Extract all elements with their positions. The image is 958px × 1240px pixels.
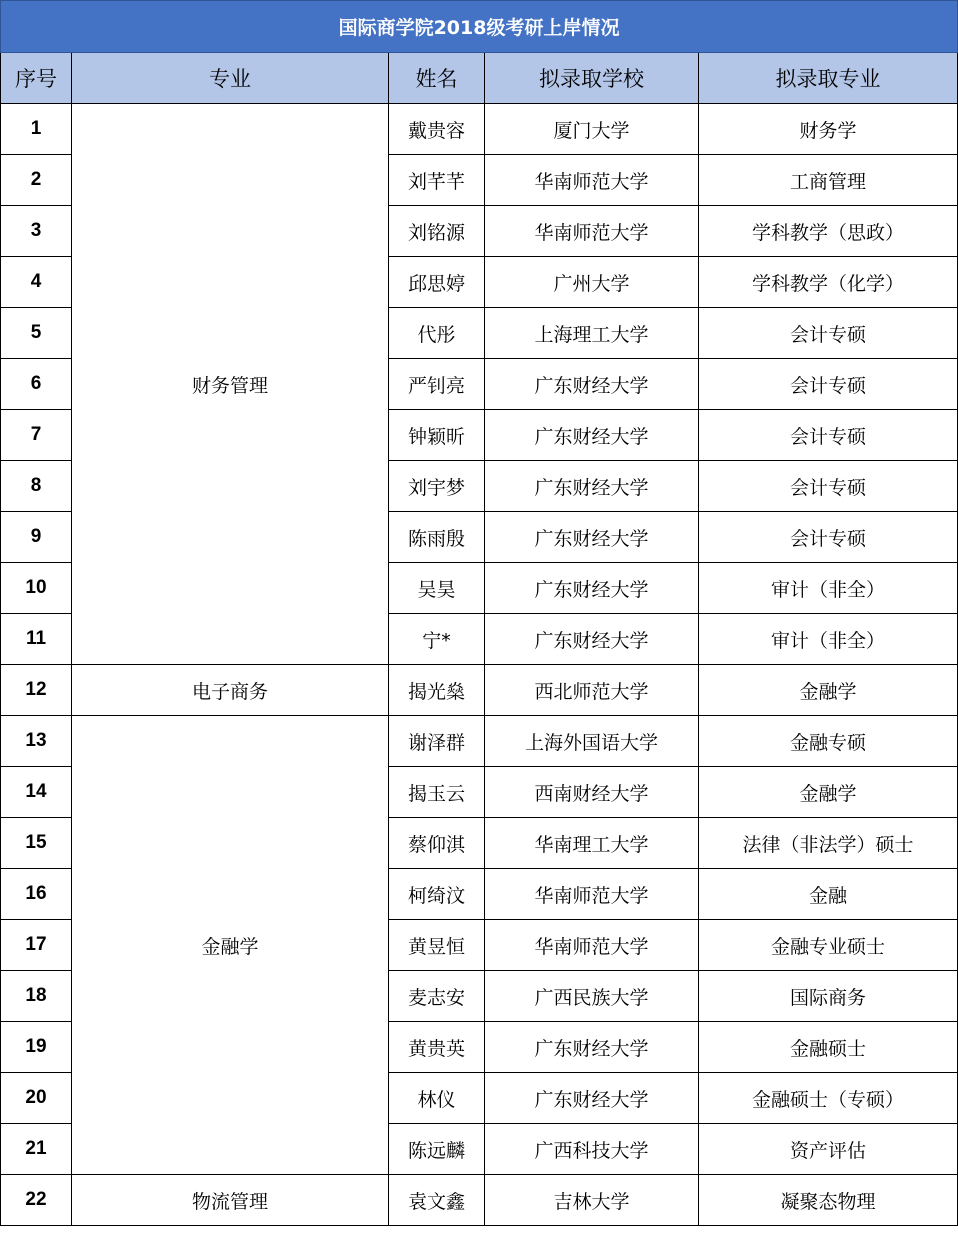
admitted-major: 会计专硕	[699, 359, 958, 410]
student-name: 揭玉云	[389, 767, 485, 818]
admitted-school: 广东财经大学	[485, 563, 699, 614]
row-index: 19	[1, 1022, 72, 1073]
student-name: 麦志安	[389, 971, 485, 1022]
admitted-major: 会计专硕	[699, 410, 958, 461]
row-index: 14	[1, 767, 72, 818]
student-name: 袁文鑫	[389, 1175, 485, 1226]
student-name: 刘宇梦	[389, 461, 485, 512]
student-name: 陈雨殷	[389, 512, 485, 563]
row-index: 3	[1, 206, 72, 257]
admitted-school: 广东财经大学	[485, 614, 699, 665]
admitted-school: 华南师范大学	[485, 920, 699, 971]
student-name: 宁*	[389, 614, 485, 665]
admitted-school: 厦门大学	[485, 104, 699, 155]
student-name: 刘芊芊	[389, 155, 485, 206]
admitted-school: 广东财经大学	[485, 359, 699, 410]
row-index: 11	[1, 614, 72, 665]
admitted-major: 会计专硕	[699, 461, 958, 512]
major-cell: 电子商务	[72, 665, 389, 716]
header-row	[1, 53, 958, 104]
admitted-school: 广东财经大学	[485, 1073, 699, 1124]
row-index: 18	[1, 971, 72, 1022]
admitted-school: 上海理工大学	[485, 308, 699, 359]
admitted-major: 金融硕士	[699, 1022, 958, 1073]
admitted-major: 金融学	[699, 665, 958, 716]
student-name: 蔡仰淇	[389, 818, 485, 869]
table-row	[1, 1175, 958, 1226]
admitted-school: 华南师范大学	[485, 155, 699, 206]
student-name: 邱思婷	[389, 257, 485, 308]
header-name: 姓名	[389, 53, 485, 104]
row-index: 7	[1, 410, 72, 461]
student-name: 钟颖昕	[389, 410, 485, 461]
row-index: 5	[1, 308, 72, 359]
row-index: 17	[1, 920, 72, 971]
row-index: 6	[1, 359, 72, 410]
header-school: 拟录取学校	[485, 53, 699, 104]
admitted-school: 西北师范大学	[485, 665, 699, 716]
row-index: 12	[1, 665, 72, 716]
row-index: 16	[1, 869, 72, 920]
student-name: 黄昱恒	[389, 920, 485, 971]
admitted-major: 审计（非全）	[699, 563, 958, 614]
admitted-major: 金融专业硕士	[699, 920, 958, 971]
table-body	[1, 104, 958, 1226]
table-row	[1, 104, 958, 155]
admitted-major: 金融	[699, 869, 958, 920]
row-index: 4	[1, 257, 72, 308]
admitted-major: 金融硕士（专硕）	[699, 1073, 958, 1124]
admitted-major: 财务学	[699, 104, 958, 155]
row-index: 2	[1, 155, 72, 206]
admitted-major: 法律（非法学）硕士	[699, 818, 958, 869]
admitted-school: 华南师范大学	[485, 869, 699, 920]
admitted-major: 国际商务	[699, 971, 958, 1022]
admitted-major: 会计专硕	[699, 512, 958, 563]
table-row	[1, 665, 958, 716]
row-index: 10	[1, 563, 72, 614]
admitted-school: 广西科技大学	[485, 1124, 699, 1175]
student-name: 刘铭源	[389, 206, 485, 257]
admitted-major: 学科教学（化学）	[699, 257, 958, 308]
header-index: 序号	[1, 53, 72, 104]
row-index: 1	[1, 104, 72, 155]
row-index: 15	[1, 818, 72, 869]
row-index: 9	[1, 512, 72, 563]
admitted-major: 资产评估	[699, 1124, 958, 1175]
row-index: 21	[1, 1124, 72, 1175]
admitted-school: 华南理工大学	[485, 818, 699, 869]
admitted-school: 广西民族大学	[485, 971, 699, 1022]
student-name: 严钊亮	[389, 359, 485, 410]
student-name: 林仪	[389, 1073, 485, 1124]
admitted-school: 广东财经大学	[485, 512, 699, 563]
header-target-major: 拟录取专业	[699, 53, 958, 104]
student-name: 揭光燊	[389, 665, 485, 716]
admitted-school: 上海外国语大学	[485, 716, 699, 767]
admitted-school: 吉林大学	[485, 1175, 699, 1226]
row-index: 22	[1, 1175, 72, 1226]
major-cell: 财务管理	[72, 104, 389, 665]
row-index: 13	[1, 716, 72, 767]
admitted-school: 西南财经大学	[485, 767, 699, 818]
admitted-major: 会计专硕	[699, 308, 958, 359]
admitted-school: 广东财经大学	[485, 1022, 699, 1073]
admitted-school: 华南师范大学	[485, 206, 699, 257]
table-title: 国际商学院2018级考研上岸情况	[1, 1, 958, 53]
major-cell: 物流管理	[72, 1175, 389, 1226]
admitted-major: 凝聚态物理	[699, 1175, 958, 1226]
admitted-major: 审计（非全）	[699, 614, 958, 665]
student-name: 吴昊	[389, 563, 485, 614]
title-row	[1, 1, 958, 53]
table-row	[1, 716, 958, 767]
student-name: 戴贵容	[389, 104, 485, 155]
row-index: 20	[1, 1073, 72, 1124]
major-cell: 金融学	[72, 716, 389, 1175]
row-index: 8	[1, 461, 72, 512]
admitted-major: 工商管理	[699, 155, 958, 206]
admitted-major: 金融专硕	[699, 716, 958, 767]
student-name: 柯绮汶	[389, 869, 485, 920]
admitted-school: 广州大学	[485, 257, 699, 308]
student-name: 黄贵英	[389, 1022, 485, 1073]
student-name: 陈远麟	[389, 1124, 485, 1175]
admitted-major: 学科教学（思政）	[699, 206, 958, 257]
admitted-school: 广东财经大学	[485, 410, 699, 461]
student-name: 谢泽群	[389, 716, 485, 767]
header-major: 专业	[72, 53, 389, 104]
student-name: 代彤	[389, 308, 485, 359]
admitted-major: 金融学	[699, 767, 958, 818]
admitted-school: 广东财经大学	[485, 461, 699, 512]
